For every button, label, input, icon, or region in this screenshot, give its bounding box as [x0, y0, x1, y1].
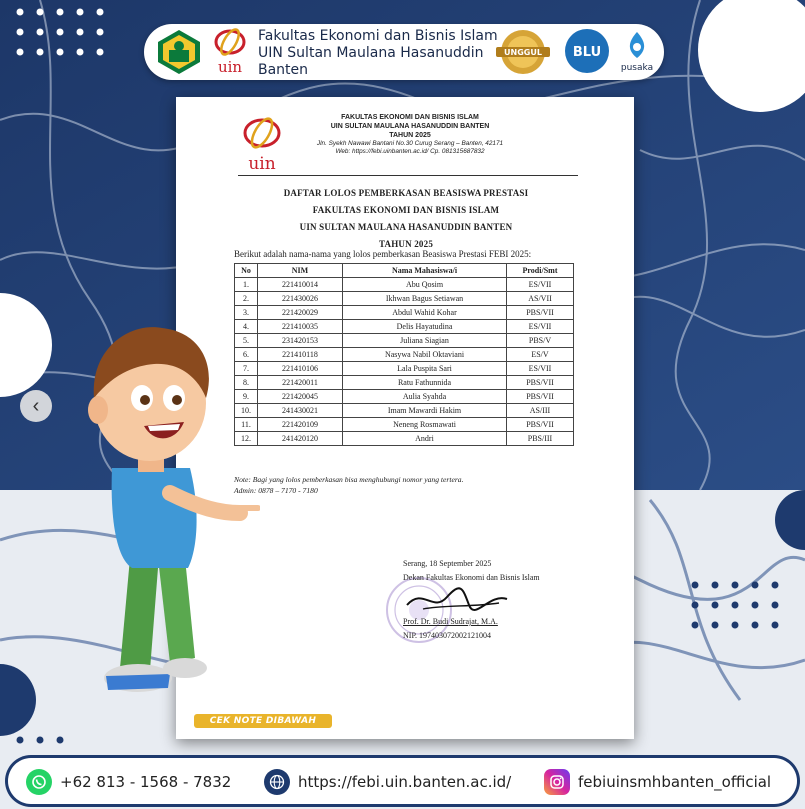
cell-prodi: PBS/VII	[507, 306, 574, 320]
blu-logo	[564, 28, 610, 74]
cell-no: 6.	[235, 348, 258, 362]
cell-prodi: PBS/VII	[507, 376, 574, 390]
footer-website[interactable]	[264, 769, 511, 795]
cell-name: Andri	[343, 432, 507, 446]
signature-block	[403, 557, 540, 643]
cell-nim: 221410014	[258, 278, 343, 292]
footer-instagram[interactable]	[544, 769, 771, 795]
footer-website-text: https://febi.uin.banten.ac.id/	[298, 773, 512, 791]
cell-name: Abu Qosim	[343, 278, 507, 292]
table-row	[235, 292, 574, 306]
carousel-prev-button[interactable]	[20, 390, 52, 422]
cell-no: 5.	[235, 334, 258, 348]
cell-no: 12.	[235, 432, 258, 446]
footer-phone-text: +62 813 - 1568 - 7832	[60, 773, 232, 791]
title-line-1: DAFTAR LOLOS PEMBERKASAN BEASISWA PRESTASI	[283, 188, 529, 198]
cell-no: 11.	[235, 418, 258, 432]
svg-text:UNGGUL: UNGGUL	[504, 48, 542, 57]
intro-text: Berikut adalah nama-nama yang lolos pemberkasan Beasiswa Prestasi FEBI 2025:	[234, 249, 532, 259]
title-line-4: TAHUN 2025	[378, 239, 434, 249]
cell-nim: 221420109	[258, 418, 343, 432]
title-line-3: UIN SULTAN MAULANA HASANUDDIN BANTEN	[299, 222, 513, 232]
title-line-2: FAKULTAS EKONOMI DAN BISNIS ISLAM	[312, 205, 500, 215]
note-text	[234, 474, 463, 496]
cell-name: Ikhwan Bagus Setiawan	[343, 292, 507, 306]
cell-no: 2.	[235, 292, 258, 306]
cell-no: 8.	[235, 376, 258, 390]
table-row	[235, 432, 574, 446]
document-title	[216, 185, 596, 253]
cell-nim: 221430026	[258, 292, 343, 306]
pusaka-logo	[614, 28, 660, 76]
kemenag-logo	[154, 28, 204, 76]
cell-nim: 221420029	[258, 306, 343, 320]
table-row	[235, 348, 574, 362]
cell-nim: 221420045	[258, 390, 343, 404]
letterhead-line-2: UIN SULTAN MAULANA HASANUDDIN BANTEN	[330, 123, 490, 130]
globe-icon	[264, 769, 290, 795]
letterhead-web: Web: https://febi.uinbanten.ac.id/ Cp. 081315687832	[335, 148, 485, 155]
table-row	[235, 362, 574, 376]
header-prodi: Prodi/Smt	[507, 264, 574, 278]
letterhead-line-1: FAKULTAS EKONOMI DAN BISNIS ISLAM	[341, 114, 479, 121]
cell-prodi: PBS/VII	[507, 418, 574, 432]
cell-no: 7.	[235, 362, 258, 376]
cell-prodi: PBS/V	[507, 334, 574, 348]
cell-prodi: ES/V	[507, 348, 574, 362]
footer-phone[interactable]	[26, 769, 231, 795]
cell-nim: 221420011	[258, 376, 343, 390]
cek-note-badge: CEK NOTE DIBAWAH TABEL	[194, 714, 332, 728]
cell-prodi: AS/VII	[507, 292, 574, 306]
cell-nim: 241420120	[258, 432, 343, 446]
footer-instagram-text: febiuinsmhbanten_official	[578, 773, 772, 791]
whatsapp-icon	[26, 769, 52, 795]
handwritten-signature	[403, 585, 513, 615]
svg-text:uin: uin	[248, 154, 276, 173]
cell-name: Imam Mawardi Hakim	[343, 404, 507, 418]
svg-text:BLU: BLU	[572, 45, 602, 60]
cell-name: Nasywa Nabil Oktaviani	[343, 348, 507, 362]
cell-prodi: AS/III	[507, 404, 574, 418]
cell-name: Juliana Siagian	[343, 334, 507, 348]
cell-name: Abdul Wahid Kohar	[343, 306, 507, 320]
cell-nim: 221410118	[258, 348, 343, 362]
svg-text:uin: uin	[217, 58, 243, 76]
header-name: Nama Mahasiswa/i	[343, 264, 507, 278]
letterhead-divider	[238, 175, 578, 176]
letterhead-address: Jln. Syekh Nawawi Bantani No.30 Curug Serang – Banten, 42171	[316, 140, 504, 147]
chevron-left-icon: ‹	[32, 394, 40, 417]
cell-prodi: ES/VII	[507, 320, 574, 334]
header-no: No	[235, 264, 258, 278]
uin-logo	[208, 26, 252, 76]
signer-name: Prof. Dr. Budi Sudrajat, M.A.	[403, 617, 498, 626]
table-row	[235, 390, 574, 404]
cell-name: Neneng Rosmawati	[343, 418, 507, 432]
cell-no: 3.	[235, 306, 258, 320]
cell-name: Ratu Fathunnida	[343, 376, 507, 390]
cell-name: Lala Puspita Sari	[343, 362, 507, 376]
cell-nim: 221410106	[258, 362, 343, 376]
unggul-badge	[490, 28, 556, 76]
signer-nip: NIP. 197403072002121004	[403, 631, 492, 640]
letterhead-line-3: TAHUN 2025	[389, 132, 431, 139]
cell-name: Delis Hayatudina	[343, 320, 507, 334]
letterhead	[240, 113, 580, 156]
table-row	[235, 376, 574, 390]
table-row	[235, 334, 574, 348]
header-nim: NIM	[258, 264, 343, 278]
sign-place-date: Serang, 18 September 2025	[403, 559, 492, 568]
cell-nim: 221410035	[258, 320, 343, 334]
svg-text:pusaka: pusaka	[620, 63, 654, 73]
cell-nim: 231420153	[258, 334, 343, 348]
contact-footer	[8, 758, 797, 804]
note-line-2: Admin: 0878 – 7170 - 7180	[234, 486, 318, 495]
table-header-row	[235, 264, 574, 278]
sign-position: Dekan Fakultas Ekonomi dan Bisnis Islam	[403, 573, 540, 582]
cell-name: Aulia Syahda	[343, 390, 507, 404]
note-line-1: Note: Bagi yang lolos pemberkasan bisa menghubungi nomor yang tertera.	[234, 475, 464, 484]
cell-prodi: ES/VII	[507, 362, 574, 376]
cell-nim: 241430021	[258, 404, 343, 418]
instagram-icon	[544, 769, 570, 795]
table-row	[235, 306, 574, 320]
table-row	[235, 418, 574, 432]
recipients-table	[234, 263, 574, 446]
table-row	[235, 278, 574, 292]
table-row	[235, 404, 574, 418]
cell-no: 1.	[235, 278, 258, 292]
header-title: Fakultas Ekonomi dan Bisnis Islam UIN Sultan Maulana Hasanuddin Banten	[258, 28, 498, 78]
cell-prodi: ES/VII	[507, 278, 574, 292]
cartoon-boy-illustration	[50, 318, 260, 718]
cell-no: 10.	[235, 404, 258, 418]
cell-no: 9.	[235, 390, 258, 404]
table-row	[235, 320, 574, 334]
cell-no: 4.	[235, 320, 258, 334]
cell-prodi: PBS/III	[507, 432, 574, 446]
cell-prodi: PBS/VII	[507, 390, 574, 404]
